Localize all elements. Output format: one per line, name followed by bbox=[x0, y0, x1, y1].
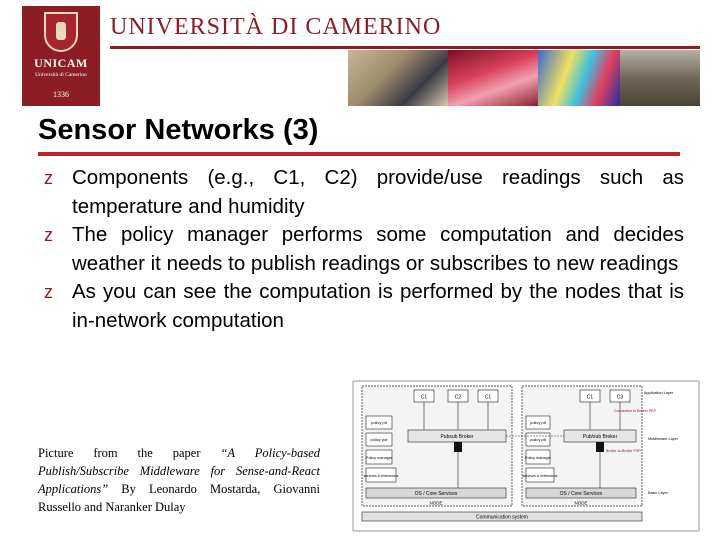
bullet-item bbox=[44, 164, 684, 221]
university-logo bbox=[22, 6, 100, 106]
left-pubsub-label: Pubsub Broker bbox=[440, 434, 474, 440]
left-os-label: OS / Core Services bbox=[414, 491, 458, 497]
university-title: UNIVERSITÀ DI CAMERINO bbox=[110, 14, 442, 40]
communication-system-label: Communication system bbox=[476, 514, 528, 521]
caption-paper-title: “A Policy-based Publish/Subscribe Middleware for Sense-and-React Applications” bbox=[38, 446, 320, 496]
left-component-label: C1 bbox=[484, 394, 492, 401]
title-rule bbox=[38, 152, 680, 156]
light-photo bbox=[538, 50, 620, 106]
right-component-label: C1 bbox=[586, 394, 594, 401]
bullet-text: The policy manager performs some computation and decides weather it needs to publish readings or subscribes to new readings bbox=[72, 223, 684, 275]
right-policy-manager-label: Policy manager bbox=[524, 456, 552, 460]
caption-prefix: Picture from the paper bbox=[38, 446, 221, 460]
logo-name: UNICAM bbox=[34, 56, 88, 70]
bullet-marker-icon: z bbox=[44, 225, 53, 245]
bullet-list bbox=[44, 164, 684, 335]
logo-year: 1336 bbox=[53, 90, 69, 99]
bullet-item bbox=[44, 221, 684, 278]
header-photo-strip bbox=[348, 50, 700, 106]
right-policy-label: policy ptt bbox=[530, 437, 546, 442]
crest-icon bbox=[44, 12, 78, 52]
bullet-item bbox=[44, 278, 684, 335]
lab-photo bbox=[448, 50, 538, 106]
student-laptop-photo bbox=[620, 50, 700, 106]
right-policy-label: policy ptt bbox=[530, 420, 546, 425]
right-component-label: C3 bbox=[616, 394, 624, 401]
bullet-marker-icon: z bbox=[44, 168, 53, 188]
left-policy-label: policy ptt bbox=[371, 420, 387, 425]
application-layer-label: Application Layer bbox=[644, 391, 674, 395]
architecture-diagram bbox=[352, 380, 700, 532]
right-os-label: OS / Core Services bbox=[559, 491, 603, 497]
caption-authors: By Leonardo Mostarda, Giovanni Russello and Naranker Dulay bbox=[38, 482, 320, 514]
left-policy-manager-label: Policy manager bbox=[365, 456, 393, 460]
middleware-layer-label: Middleware Layer bbox=[648, 437, 678, 441]
broker-to-broker-label: Broker-to-Broker PSP bbox=[606, 449, 641, 453]
picture-caption bbox=[38, 444, 320, 516]
right-pubsub-label: Pub/sub Broker bbox=[582, 434, 618, 440]
logo-subtitle: Università di Camerino bbox=[35, 72, 87, 78]
right-pep-block bbox=[596, 442, 604, 452]
right-node-label: NODE bbox=[574, 500, 588, 506]
bullet-text: As you can see the computation is performed by the nodes that is in-network computation bbox=[72, 280, 684, 332]
left-pep-block bbox=[454, 442, 462, 452]
bullet-text: Components (e.g., C1, C2) provide/use readings such as temperature and humidity bbox=[72, 166, 684, 218]
left-node-label: NODE bbox=[429, 500, 443, 506]
connection-broker-label: Connection to Broker PEP bbox=[614, 409, 656, 413]
right-services-label: services & extensions bbox=[522, 474, 558, 478]
left-component-label: C1 bbox=[420, 394, 428, 401]
basic-layer-label: Basic Layer bbox=[648, 491, 668, 495]
header-rule bbox=[110, 46, 700, 49]
students-photo bbox=[348, 50, 448, 106]
left-component-label: C2 bbox=[454, 394, 462, 401]
left-services-label: services & extensions bbox=[363, 474, 399, 478]
slide-title: Sensor Networks (3) bbox=[38, 114, 319, 146]
bullet-marker-icon: z bbox=[44, 282, 53, 302]
left-policy-label: policy pdf bbox=[370, 437, 388, 442]
